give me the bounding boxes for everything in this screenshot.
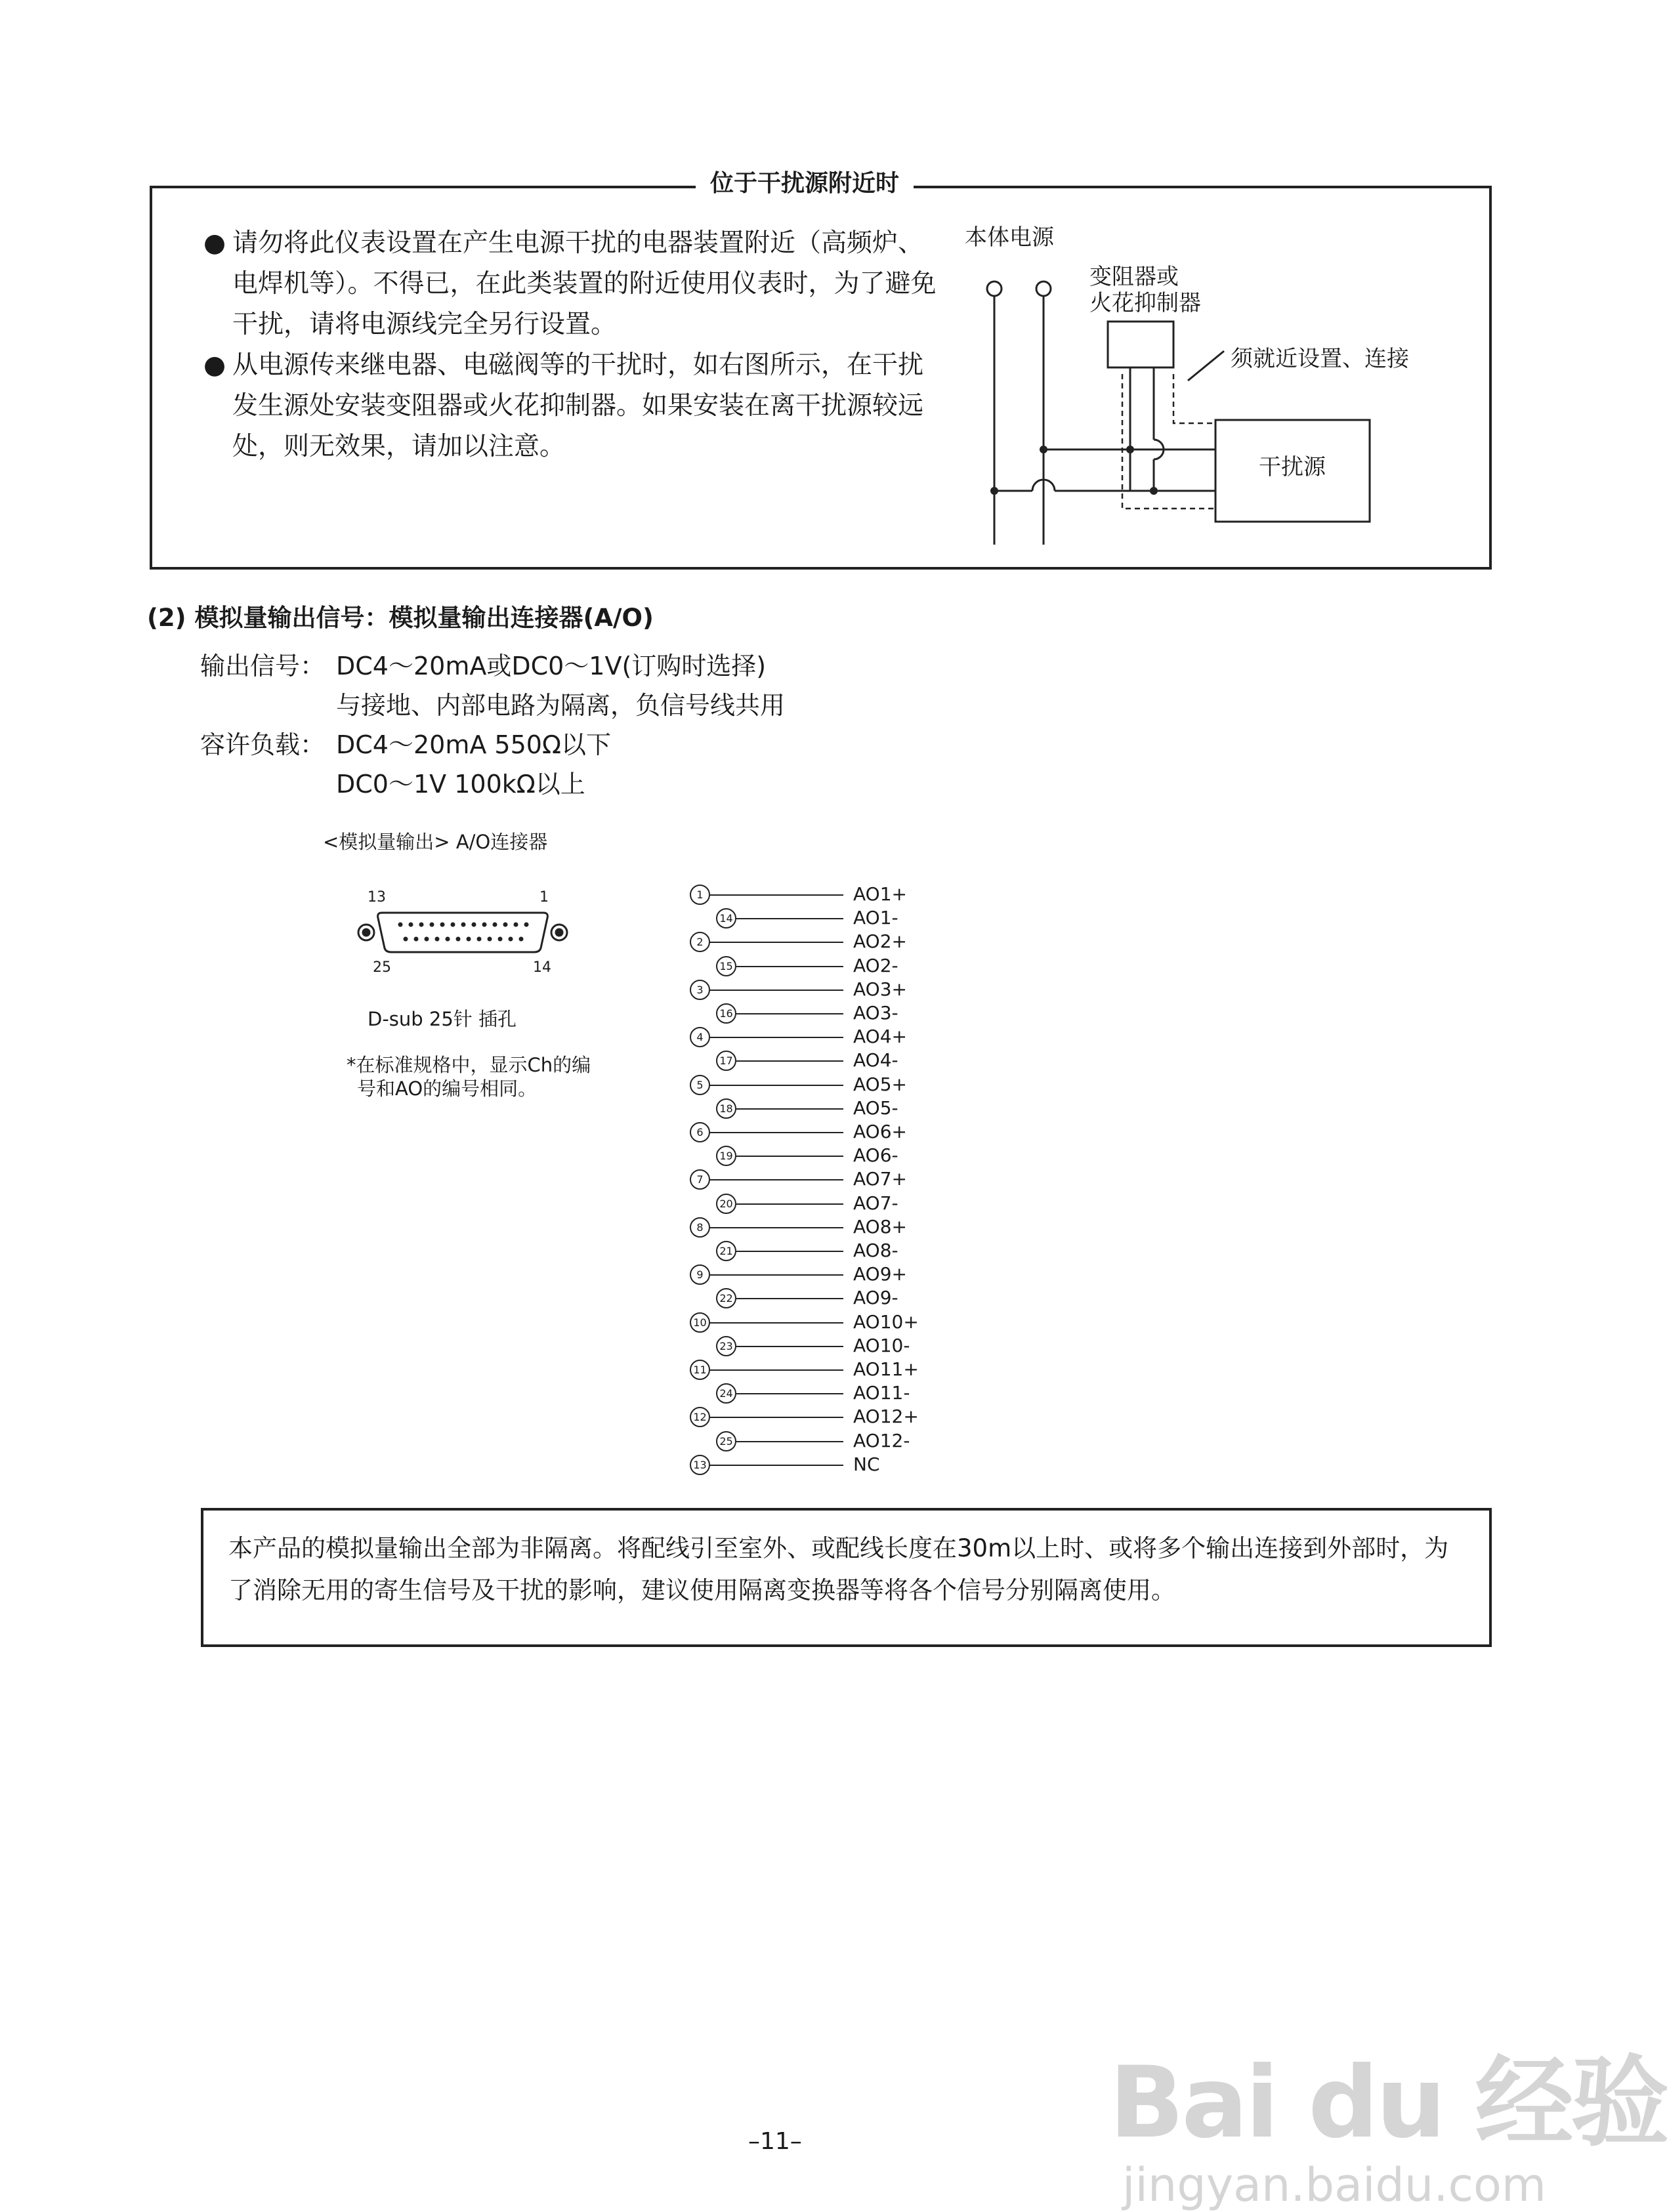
pin-wire [736,966,843,967]
pin-signal-label: AO5- [853,1097,898,1119]
pin-number: 19 [716,1146,736,1166]
connector-pin-14-label: 14 [533,959,551,976]
watermark-url: jingyan.baidu.com [1122,2158,1546,2212]
interference-wiring-diagram [945,217,1431,558]
pin-signal-label: AO12+ [853,1406,919,1427]
load-label: 容许负载： [200,730,326,759]
pin-signal-label: AO6+ [853,1121,907,1142]
pin-number: 8 [690,1217,710,1238]
pin-number: 15 [716,956,736,976]
source-label: 干扰源 [1259,454,1326,480]
watermark-logo-text: Bai du 经验 [1109,2046,1667,2160]
bullet-icon: ● [203,350,226,380]
junction-dot [1126,446,1134,453]
pin-wire [736,1156,843,1157]
page-number: –11– [748,2128,802,2155]
pin-signal-label: AO11+ [853,1358,919,1380]
junction-dot [990,487,998,495]
pin-signal-label: AO1+ [853,883,907,905]
pin-wire [710,1037,843,1038]
label-leader-line [1188,351,1224,381]
pin-wire [710,1274,843,1276]
pin-signal-label: AO8+ [853,1216,907,1238]
pin-signal-label: AO2+ [853,930,907,952]
section-heading: (2) 模拟量输出信号：模拟量输出连接器(A/O) [147,604,654,632]
pin-wire [710,1369,843,1371]
pin-wire [736,1203,843,1205]
load-value-1: DC4～20mA 550Ω以下 [336,730,611,759]
pin-wire [710,1085,843,1086]
dsub-connector-icon [354,909,571,956]
pin-number: 1 [690,885,710,905]
connector-pin-25-label: 25 [373,959,391,976]
connector-type: D-sub 25针 插孔 [368,1008,517,1030]
pin-signal-label: AO7- [853,1192,898,1214]
isolation-note-box [201,1508,1492,1647]
pin-wire [736,1060,843,1062]
pin-number: 12 [690,1407,710,1427]
pin-wire [736,1013,843,1014]
power-terminal-right [1036,282,1051,296]
pin-signal-label: AO4- [853,1049,898,1071]
pin-signal-label: AO12- [853,1430,910,1451]
pin-signal-label: NC [853,1453,880,1475]
pin-wire [736,1251,843,1252]
pin-number: 2 [690,932,710,952]
pin-wire [710,1179,843,1180]
pin-wire [710,1417,843,1418]
pin-number: 14 [716,908,736,929]
pin-signal-label: AO9+ [853,1263,907,1285]
bullet-icon: ● [203,228,226,258]
pin-signal-label: AO1- [853,907,898,929]
power-label: 本体电源 [965,224,1054,251]
varistor-label-2: 火花抑制器 [1089,290,1201,316]
pin-wire [736,918,843,919]
pin-signal-label: AO10- [853,1335,910,1356]
pin-number: 18 [716,1098,736,1119]
varistor-label-1: 变阻器或 [1089,264,1179,290]
pin-wire [736,1393,843,1394]
pin-number: 7 [690,1169,710,1190]
pin-number: 24 [716,1383,736,1404]
pin-wire [736,1441,843,1442]
output-label: 输出信号： [200,652,326,680]
pin-number: 3 [690,980,710,1000]
bullet-item-2 [203,345,945,467]
pin-signal-label: AO9- [853,1287,898,1308]
nearby-label: 须就近设置、连接 [1231,346,1409,372]
load-value-2: DC0～1V 100kΩ以上 [336,770,585,799]
pin-signal-label: AO3- [853,1002,898,1024]
bullet-item-1 [203,223,945,345]
pin-signal-label: AO3+ [853,978,907,1000]
pin-wire [710,1322,843,1324]
connector-pin-1-label: 1 [539,889,549,906]
pin-signal-label: AO2- [853,955,898,976]
pin-signal-label: AO11- [853,1382,910,1404]
bullet-text-1: 请勿将此仪表设置在产生电源干扰的电器装置附近（高频炉、电焊机等）。不得已，在此类装置的附近使用仪表时，为了避免干扰，请将电源线完全另行设置。 [232,228,937,339]
junction-dot [1040,446,1047,453]
pin-number: 5 [690,1075,710,1095]
pin-number: 21 [716,1241,736,1261]
pin-wire [736,1298,843,1299]
pin-wire [710,942,843,943]
output-note: 与接地、内部电路为隔离，负信号线共用 [336,691,786,720]
pin-number: 23 [716,1336,736,1356]
connector-title: <模拟量输出> A/O连接器 [323,831,548,853]
baidu-watermark [1109,2047,1667,2211]
isolation-note-text: 本产品的模拟量输出全部为非隔离。将配线引至室外、或配线长度在30m以上时、或将多个输出连接到外部时，为了消除无用的寄生信号及干扰的影响，建议使用隔离变换器等将各个信号分别隔离使用。 [228,1534,1449,1604]
pin-number: 6 [690,1122,710,1142]
pin-wire [736,1346,843,1347]
pin-wire [710,1465,843,1466]
pin-wire [710,990,843,991]
varistor-box [1108,322,1173,367]
pin-wire [710,1227,843,1228]
power-terminal-left [987,282,1002,296]
pin-number: 4 [690,1027,710,1047]
pin-wire [736,1108,843,1110]
pin-number: 13 [690,1455,710,1475]
pin-signal-label: AO8- [853,1240,898,1261]
output-value: DC4～20mA或DC0～1V(订购时选择) [336,652,767,680]
pin-signal-label: AO7+ [853,1168,907,1190]
pin-signal-label: AO5+ [853,1074,907,1095]
pin-number: 11 [690,1360,710,1380]
interference-title: 位于干扰源附近时 [696,165,914,202]
pin-wire [710,894,843,896]
nearby-dashed-outline [1122,374,1215,509]
footnote-line-2: 号和AO的编号相同。 [357,1077,538,1100]
footnote-line-1: *在标准规格中，显示Ch的编 [347,1054,591,1076]
junction-dot [1150,487,1158,495]
pin-signal-label: AO4+ [853,1026,907,1047]
pin-number: 22 [716,1288,736,1308]
pin-number: 9 [690,1264,710,1285]
pin-number: 16 [716,1003,736,1024]
pin-number: 17 [716,1051,736,1071]
pin-wire [710,1132,843,1133]
pin-signal-label: AO6- [853,1144,898,1166]
pin-signal-label: AO10+ [853,1311,919,1333]
pin-number: 25 [716,1431,736,1451]
pin-number: 10 [690,1312,710,1333]
pin-number: 20 [716,1194,736,1214]
bullet-text-2: 从电源传来继电器、电磁阀等的干扰时，如右图所示，在干扰发生源处安装变阻器或火花抑制器。如果安装在离干扰源较远处，则无效果，请加以注意。 [232,350,924,461]
connector-pin-13-label: 13 [368,889,386,906]
